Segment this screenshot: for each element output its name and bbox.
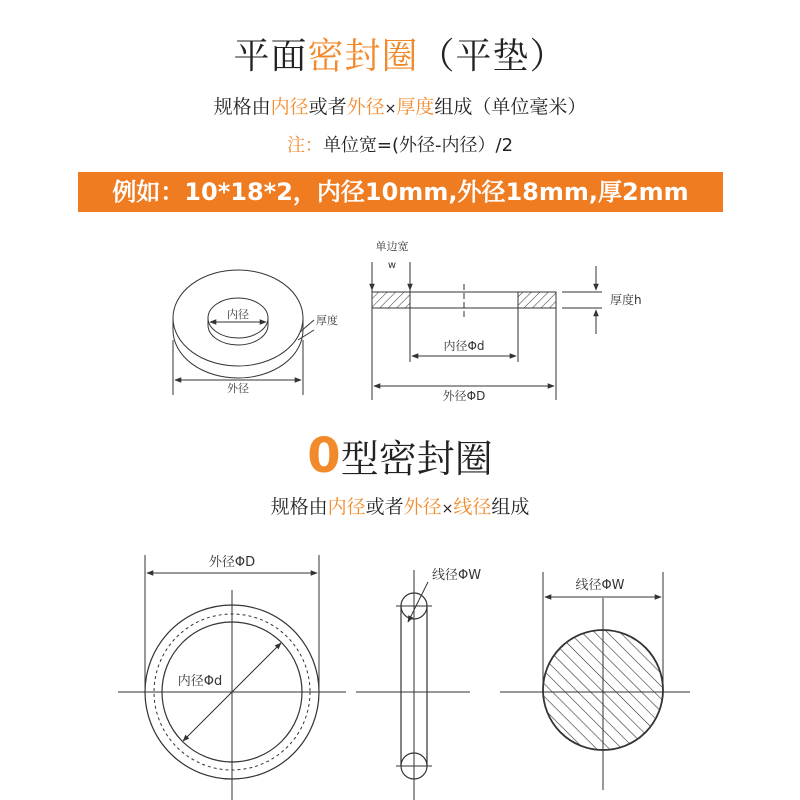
flat-gasket-section-view	[372, 262, 602, 400]
spec-part: ×	[384, 101, 397, 117]
spec-part-highlight: 厚度	[396, 96, 435, 118]
single-width-symbol: w	[387, 260, 397, 271]
spec-part-highlight: 内径	[327, 496, 366, 518]
note-text: 单位宽=(外径-内径）/2	[322, 135, 514, 156]
spec-part-highlight: 线径	[453, 496, 492, 518]
spec-part: 规格由	[270, 496, 328, 518]
side-wire-W-label: 线径ΦW	[432, 568, 482, 583]
o-ring-section-view	[500, 572, 690, 790]
o-ring-inner-d-label: 内径Φd	[177, 674, 223, 689]
o-ring-side-view	[356, 570, 470, 800]
spec-part-highlight: 外径	[403, 496, 442, 518]
spec-part: 或者	[308, 96, 347, 118]
spec-part-highlight: 内径	[270, 96, 309, 118]
spec-part: 规格由	[213, 96, 271, 118]
thickness-h-label: 厚度h	[610, 293, 642, 307]
flat-3d-inner-label: 内径	[227, 308, 249, 321]
note-label: 注：	[286, 135, 323, 156]
flat-gasket-title-highlight: 密封圈	[307, 36, 419, 77]
flat-gasket-3d-view	[173, 270, 314, 395]
example-banner: 例如：10*18*2，内径10mm,外径18mm,厚2mm	[78, 172, 723, 212]
spec-part: ×	[441, 501, 454, 517]
flat-3d-outer-label: 外径	[227, 382, 249, 395]
flat-gasket-title-plain: 平面	[233, 36, 308, 77]
o-ring-outer-D-label: 外径ΦD	[208, 555, 256, 570]
spec-part: 组成（单位毫米）	[434, 96, 587, 118]
spec-part: 或者	[365, 496, 404, 518]
section-wire-W-label: 线径ΦW	[575, 578, 625, 593]
section-inner-d-label: 内径Φd	[443, 339, 485, 353]
o-ring-title-rest: 型密封圈	[340, 437, 493, 481]
o-ring-front-view	[118, 555, 346, 800]
section-outer-D-label: 外径ΦD	[442, 389, 486, 403]
flat-3d-thickness-label: 厚度	[316, 314, 338, 327]
single-width-label: 单边宽	[375, 240, 409, 253]
flat-gasket-title-tail: （平垫）	[418, 36, 567, 77]
o-ring-title-highlight: 0	[307, 428, 341, 484]
spec-part: 组成	[491, 496, 530, 518]
spec-part-highlight: 外径	[346, 96, 385, 118]
